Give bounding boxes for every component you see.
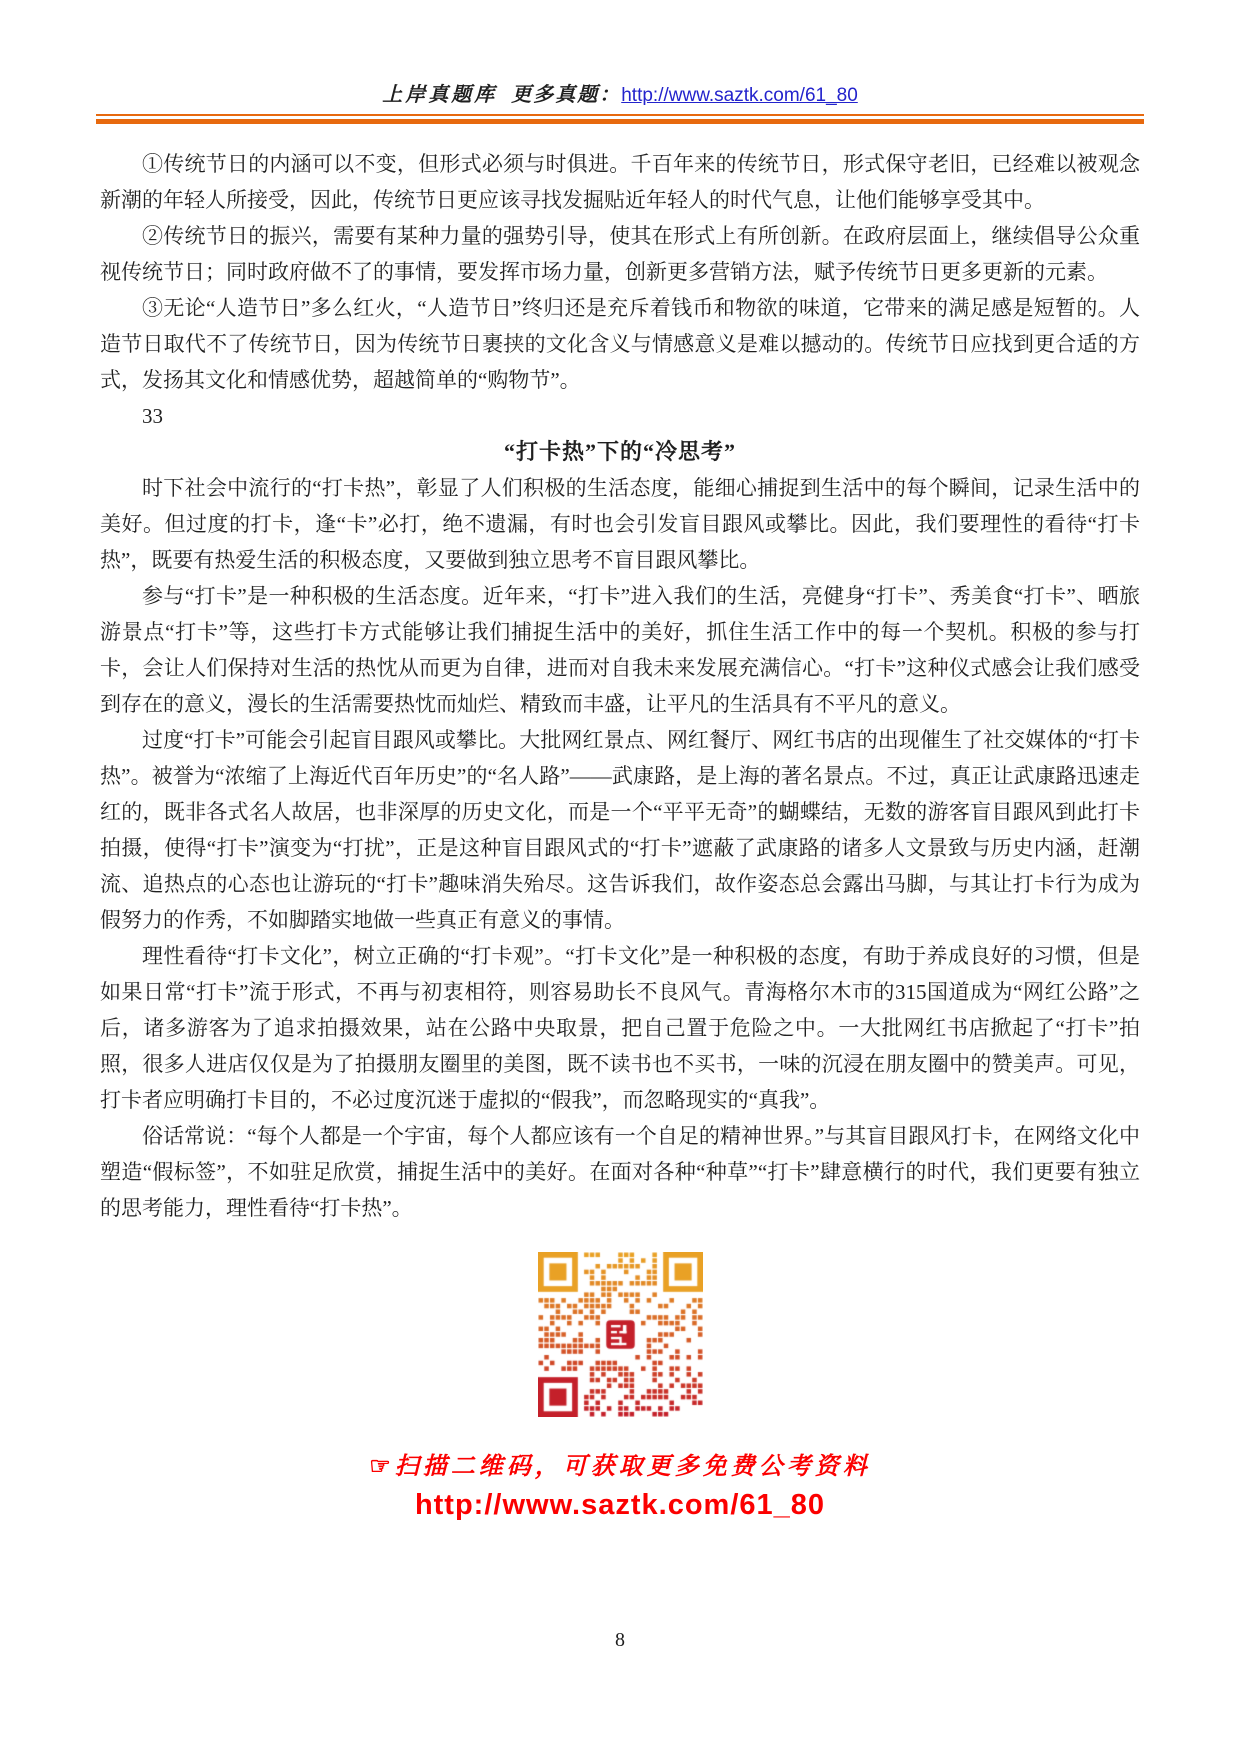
question-number: 33: [142, 404, 163, 428]
footer-url-line: [0, 1489, 1240, 1522]
qr-code-block: [0, 1252, 1240, 1422]
qr-caption: [0, 1446, 1240, 1481]
note-paragraph-2: ②传统节日的振兴，需要有某种力量的强势引导，使其在形式上有所创新。在政府层面上，继续倡导公众重视传统节日；同时政府做不了的事情，要发挥市场力量，创新更多营销方法，赋予传统节日更多更新的元素。: [100, 224, 1140, 284]
site-name: 上岸真题库: [382, 84, 498, 106]
pointing-hand-icon: ☞: [369, 1454, 391, 1480]
qr-caption-text: 扫描二维码，可获取更多免费公考资料: [394, 1454, 871, 1480]
page-number: 8: [615, 1629, 625, 1651]
article-paragraph-2: 参与“打卡”是一种积极的生活态度。近年来，“打卡”进入我们的生活，亮健身“打卡”、秀美食“打卡”、晒旅游景点“打卡”等，这些打卡方式能够让我们捕捉生活中的美好，抓住生活工作中的每一个契机。积极的参与打卡，会让人们保持对生活的热忱从而更为自律，进而对自我未来发展充满信心。“打卡”这种仪式感会让我们感受到存在的意义，漫长的生活需要热忱而灿烂、精致而丰盛，让平凡的生活具有不平凡的意义。: [100, 584, 1140, 716]
header-url-link[interactable]: http://www.saztk.com/61_80: [621, 85, 858, 106]
more-questions-label: 更多真题：: [511, 84, 622, 106]
footer-url-link[interactable]: http://www.saztk.com/61_80: [414, 1489, 826, 1521]
article-paragraph-3: 过度“打卡”可能会引起盲目跟风或攀比。大批网红景点、网红餐厅、网红书店的出现催生了社交媒体的“打卡热”。被誉为“浓缩了上海近代百年历史”的“名人路”——武康路，是上海的著名景点。不过，真正让武康路迅速走红的，既非各式名人故居，也非深厚的历史文化，而是一个“平平无奇”的蝴蝶结，无数的游客盲目跟风到此打卡拍摄，使得“打卡”演变为“打扰”，正是这种盲目跟风式的“打卡”遮蔽了武康路的诸多人文景致与历史内涵，赶潮流、追热点的心态也让游玩的“打卡”趣味消失殆尽。这告诉我们，故作姿态总会露出马脚，与其让打卡行为成为假努力的作秀，不如脚踏实地做一些真正有意义的事情。: [100, 728, 1140, 932]
article-paragraph-4: 理性看待“打卡文化”，树立正确的“打卡观”。“打卡文化”是一种积极的态度，有助于养成良好的习惯，但是如果日常“打卡”流于形式，不再与初衷相符，则容易助长不良风气。青海格尔木市的315国道成为“网红公路”之后，诸多游客为了追求拍摄效果，站在公路中央取景，把自己置于危险之中。一大批网红书店掀起了“打卡”拍照，很多人进店仅仅是为了拍摄朋友圈里的美图，既不读书也不买书，一味的沉浸在朋友圈中的赞美声。可见，打卡者应明确打卡目的，不必过度沉迷于虚拟的“假我”，而忽略现实的“真我”。: [100, 944, 1140, 1112]
qr-code: [538, 1252, 703, 1417]
header-divider-rule: [96, 114, 1144, 124]
article-paragraph-1: 时下社会中流行的“打卡热”，彰显了人们积极的生活态度，能细心捕捉到生活中的每个瞬间，记录生活中的美好。但过度的打卡，逢“卡”必打，绝不遗漏，有时也会引发盲目跟风或攀比。因此，我们要理性的看待“打卡热”，既要有热爱生活的积极态度，又要做到独立思考不盲目跟风攀比。: [100, 476, 1140, 572]
note-paragraph-3: ③无论“人造节日”多么红火，“人造节日”终归还是充斥着钱币和物欲的味道，它带来的满足感是短暂的。人造节日取代不了传统节日，因为传统节日裹挟的文化含义与情感意义是难以撼动的。传统节日应找到更合适的方式，发扬其文化和情感优势，超越简单的“购物节”。: [100, 296, 1140, 392]
article-title: “打卡热”下的“冷思考”: [503, 439, 736, 464]
page-header: [0, 0, 1240, 107]
document-body: [100, 146, 1140, 1226]
note-paragraph-1: ①传统节日的内涵可以不变，但形式必须与时俱进。千百年来的传统节日，形式保守老旧，已经难以被观念新潮的年轻人所接受，因此，传统节日更应该寻找发掘贴近年轻人的时代气息，让他们能够享受其中。: [100, 152, 1140, 212]
article-paragraph-5: 俗话常说：“每个人都是一个宇宙，每个人都应该有一个自足的精神世界。”与其盲目跟风打卡，在网络文化中塑造“假标签”，不如驻足欣赏，捕捉生活中的美好。在面对各种“种草”“打卡”肆意横行的时代，我们更要有独立的思考能力，理性看待“打卡热”。: [100, 1124, 1140, 1220]
